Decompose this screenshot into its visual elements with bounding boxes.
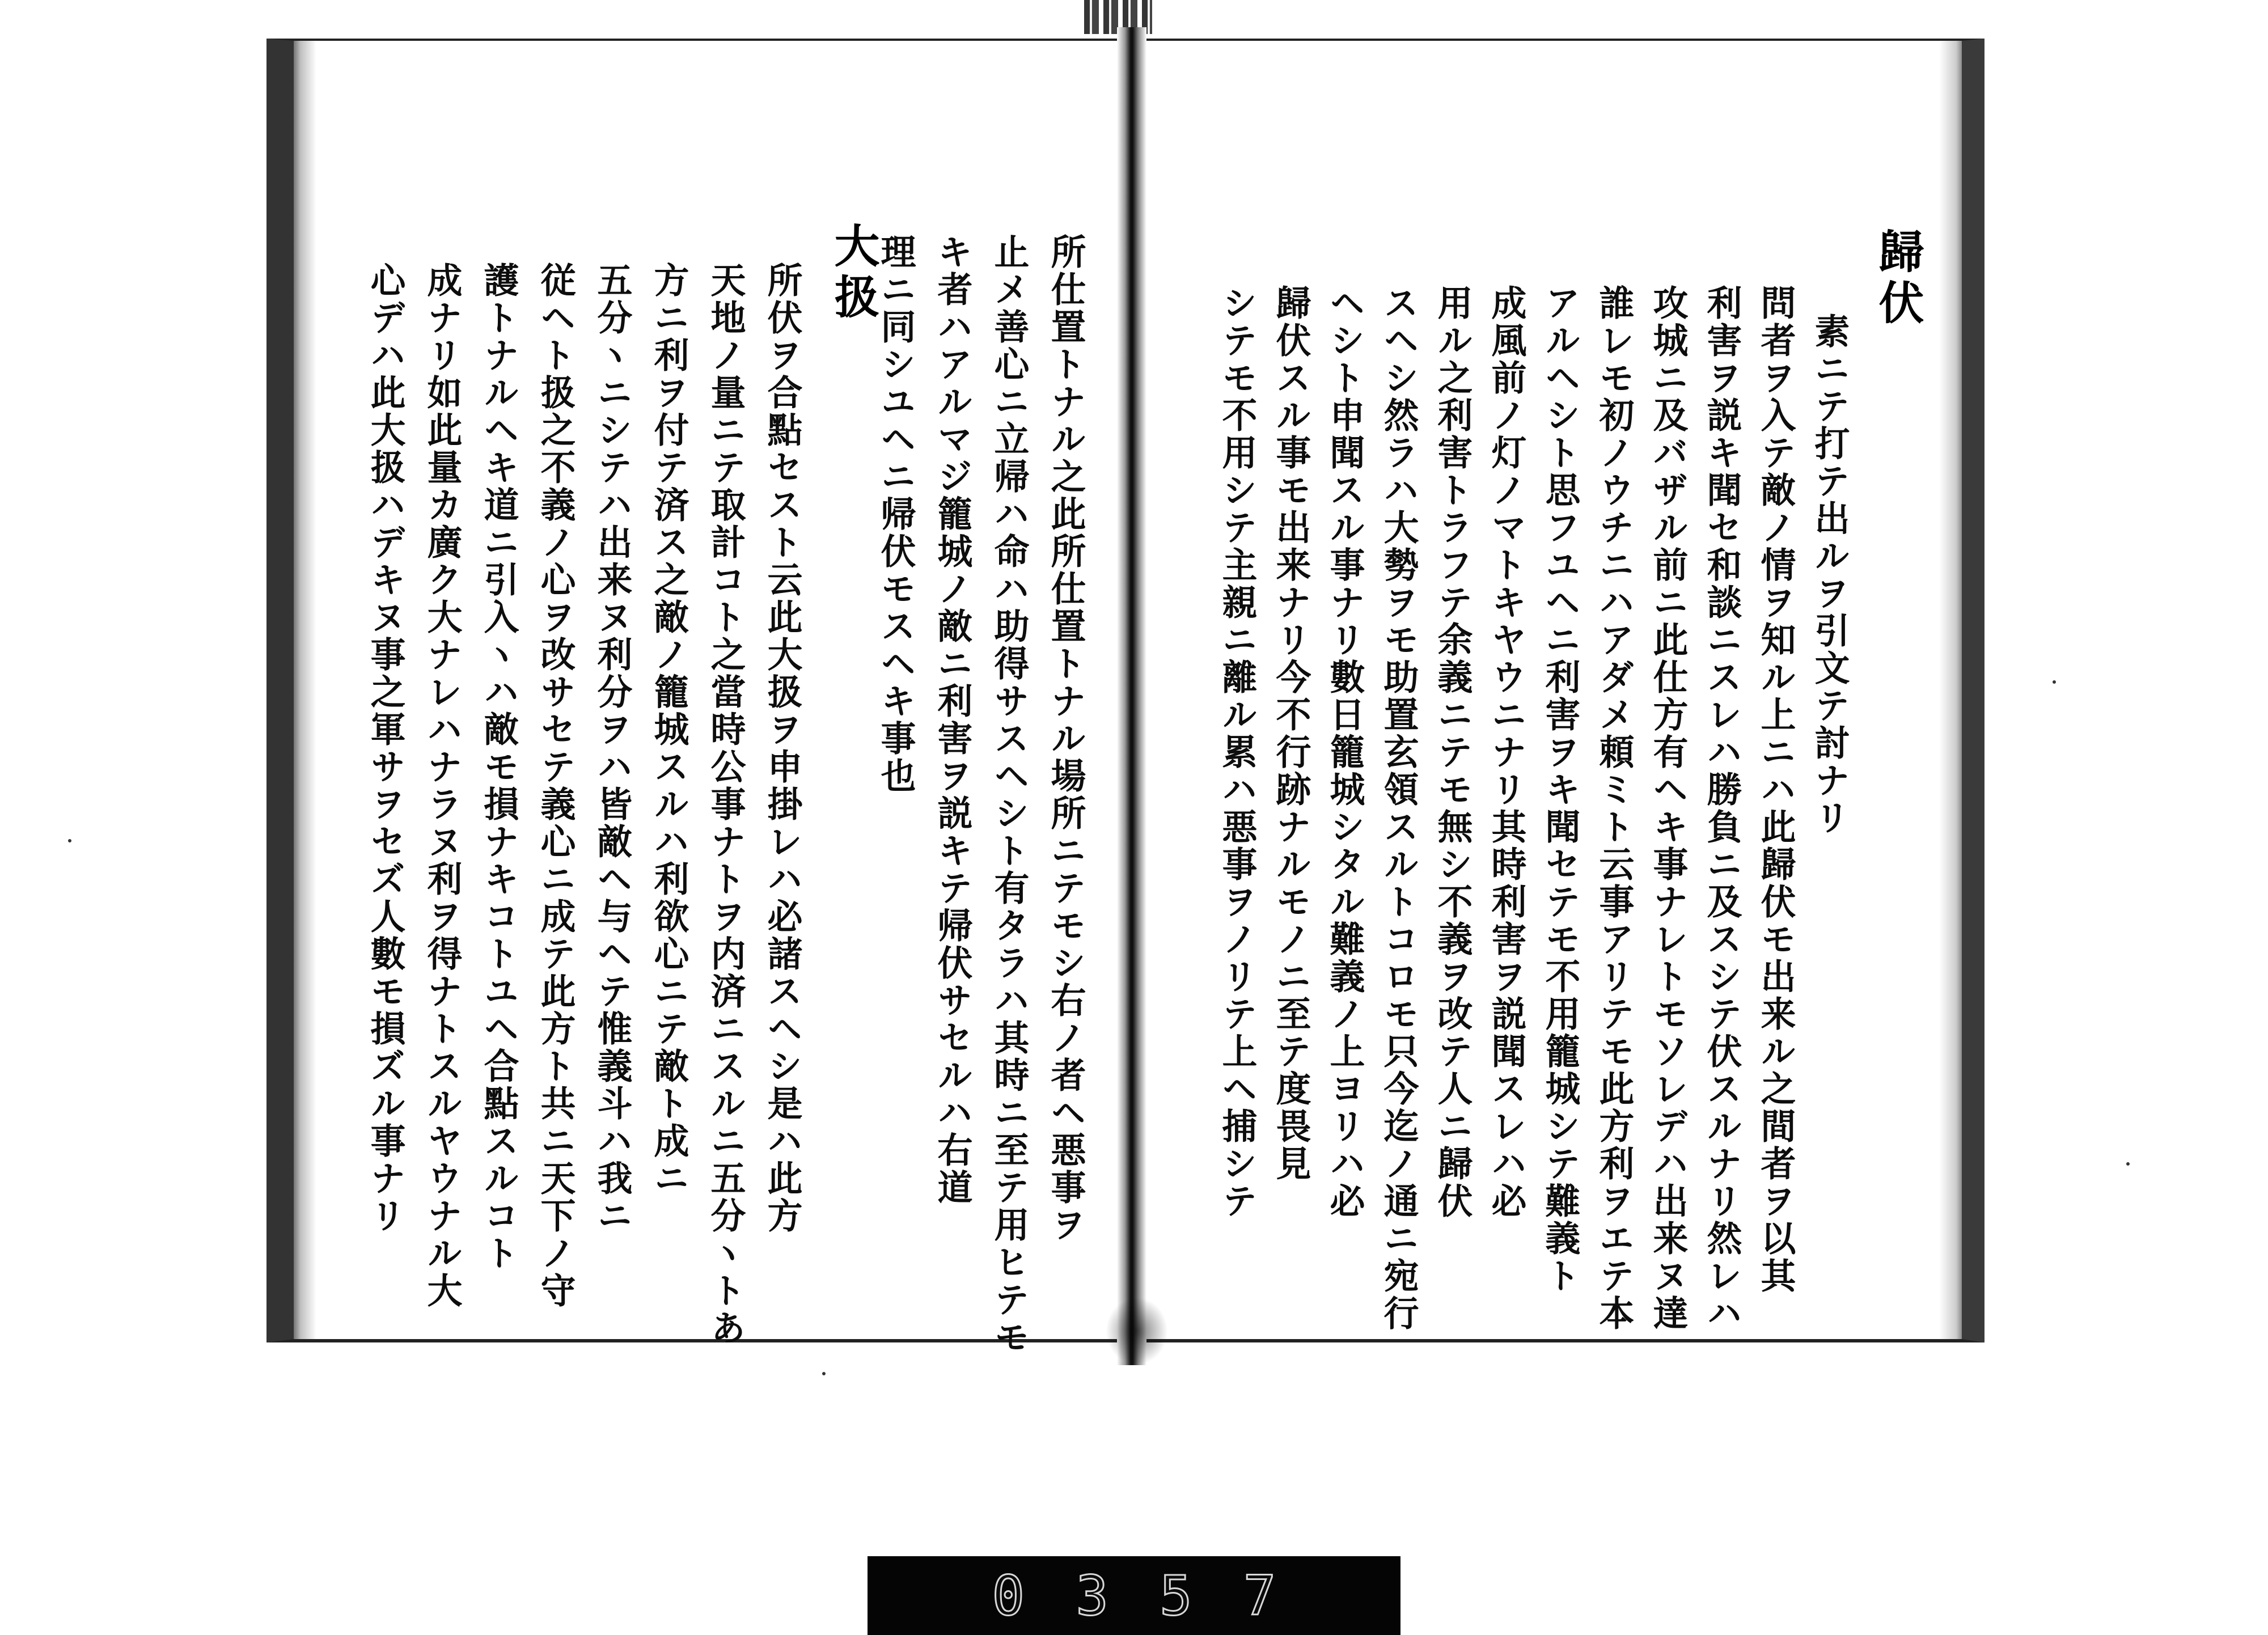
left-text-column: 天地ノ量ニテ取計コト之當時公事ナトヲ内済ニスルニ五分ヽトあ — [705, 262, 746, 1347]
right-text-column: 攻城ニ及バザル前ニ此仕方有ヘキ事ナレトモソレデハ出来ヌ達 — [1647, 285, 1689, 1332]
left-text-column: 五分ヽニシテハ出来ヌ利分ヲハ皆敵ヘ与ヘテ惟義斗ハ我ニ — [591, 262, 633, 1235]
left-text-column: 所伏ヲ合點セスト云此大扱ヲ申掛レハ必諸スヘシ是ハ此方 — [761, 262, 803, 1235]
gutter-shadow — [1106, 1297, 1168, 1365]
scan-speck — [2053, 680, 2056, 684]
right-text-column: 問者ヲ入テ敵ノ情ヲ知ル上ニハ此歸伏モ出来ル之間者ヲ以其 — [1755, 285, 1796, 1295]
section-heading-daiatsukai: 大扱 — [827, 222, 880, 324]
left-text-column: 所仕置トナル之此所仕置トナル場所ニテモシ右ノ者ヘ悪事ヲ — [1045, 234, 1086, 1244]
left-text-column: 止メ善心ニ立帰ハ命ハ助得サスヘシト有タラハ其時ニ至テ用ヒテモ — [988, 234, 1030, 1356]
left-text-column: キ者ハアルマジ籠城ノ敵ニ利害ヲ説キテ帰伏サセルハ右道 — [932, 234, 973, 1206]
book-gutter — [1117, 27, 1146, 1365]
scan-speck — [2126, 1162, 2130, 1166]
open-book — [266, 27, 1984, 1365]
left-text-column: 成ナリ如此量カ廣ク大ナレハナラヌ利ヲ得ナトスルヤウナル大 — [421, 262, 463, 1310]
frame-number: 0357 — [992, 1564, 1327, 1628]
left-text-column: 護トナルヘキ道ニ引入ヽハ敵モ損ナキコトユヘ合點スルコト — [478, 262, 519, 1272]
scan-speck — [822, 1372, 826, 1375]
left-text-column: 理ニ同シユヘニ帰伏モスヘキ事也 — [875, 234, 916, 795]
right-text-column: 誰レモ初ノウチニハアダメ頼ミト云事アリテモ此方利ヲエテ本 — [1593, 285, 1635, 1332]
left-text-column: 方ニ利ヲ付テ済ス之敵ノ籠城スルハ利欲心ニテ敵ト成ニ — [648, 262, 689, 1197]
right-text-column: 利害ヲ説キ聞セ和談ニスレハ勝負ニ及スシテ伏スルナリ然レハ — [1701, 285, 1742, 1332]
right-text-column: 歸伏スル事モ出来ナリ今不行跡ナルモノニ至テ度畏見 — [1270, 285, 1311, 1183]
left-text-column: 心デハ此大扱ハデキヌ事之軍サヲセズ人數モ損ズル事ナリ — [365, 262, 406, 1235]
film-frame-label — [868, 1556, 1400, 1635]
right-text-column: 用ル之利害トラフテ余義ニテモ無シ不義ヲ改テ人ニ歸伏 — [1432, 285, 1473, 1220]
left-page — [266, 39, 1128, 1356]
right-text-column: アルヘシト思フユヘニ利害ヲキ聞セテモ不用籠城シテ難義ト — [1539, 285, 1581, 1295]
right-text-column: ヘシト申聞スル事ナリ數日籠城シタル難義ノ上ヨリハ必 — [1324, 285, 1365, 1220]
scan-speck — [68, 839, 71, 842]
right-text-column: シテモ不用シテ主親ニ離ル累ハ悪事ヲノリテ上ヘ捕シテ — [1216, 285, 1258, 1220]
right-text-column: 素ニテ打テ出ルヲ引文テ討ナリ — [1809, 313, 1850, 837]
right-text-column: スヘシ然ラハ大勢ヲモ助置玄領スルトコロモ只今迄ノ通ニ宛行 — [1378, 285, 1419, 1332]
left-text-column: 従ヘト扱之不義ノ心ヲ改サセテ義心ニ成テ此方ト共ニ天下ノ守 — [535, 262, 576, 1310]
right-text-column: 成風前ノ灯ノマトキヤウニナリ其時利害ヲ説聞スレハ必 — [1486, 285, 1527, 1220]
right-page — [1134, 39, 1984, 1342]
section-heading-kifuku: 歸伏 — [1871, 228, 1924, 330]
